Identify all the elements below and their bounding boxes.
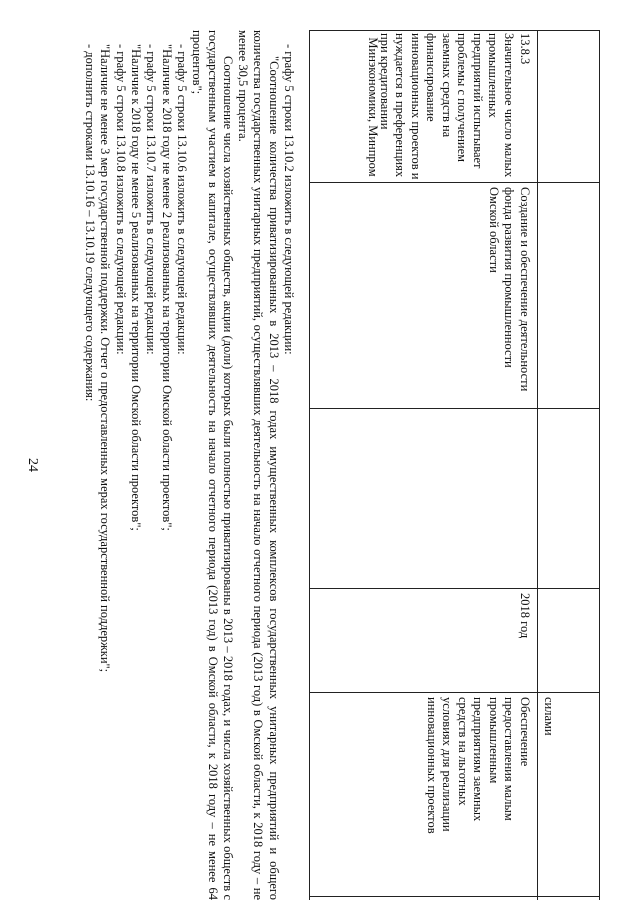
paragraph: - графу 5 строки 13.10.6 изложить в следующей редакции: bbox=[174, 44, 189, 355]
table-border-header bbox=[537, 30, 538, 900]
paragraph: - графу 5 строки 13.10.2 изложить в следующей редакции: bbox=[282, 44, 296, 355]
table-header-cell: силами bbox=[542, 697, 556, 736]
table-border-left bbox=[310, 30, 600, 31]
paragraph: "Соотношение количества приватизированных в 2013 – 2018 годах имущественных комплексов государственных унитарных предприятий и общего количества государственных унитарных предприятий, осуществлявших деятельность на начало отчетного периода (2013 год) в Омской области, к 2018 году – не менее 30,5 процента. bbox=[236, 30, 281, 900]
year-cell: 2018 год bbox=[518, 593, 532, 639]
paragraph: "Наличие не менее 3 мер государственной поддержки. Отчет о предоставленных мерах государственной поддержки"; bbox=[98, 44, 113, 673]
table-col-divider bbox=[310, 408, 600, 409]
measures-table bbox=[310, 30, 600, 900]
paragraph: - графу 5 строки 13.10.7 изложить в следующей редакции: bbox=[144, 44, 159, 355]
rotated-page-content bbox=[0, 30, 600, 900]
table-col-divider bbox=[310, 896, 600, 897]
paragraph: Соотношение числа хозяйственных обществ, акции (доли) которых были полностью приватизированы в 2013 – 2018 годах, и числа хозяйственных обществ с государственным участием в капитале, осуществлявших деятельность на начало отчетного периода (2013 год) в Омской области, к 2018 году – не менее 64 процентов"; bbox=[190, 30, 235, 900]
paragraph: - графу 5 строки 13.10.8 изложить в следующей редакции: bbox=[113, 44, 128, 355]
table-border-top bbox=[599, 30, 600, 900]
table-col-divider bbox=[310, 182, 600, 183]
paragraph: "Наличие к 2018 году не менее 2 реализованных на территории Омской области проектов"; bbox=[159, 44, 174, 531]
result-cell: Обеспечение предоставления малым промышленным предприятиям заемных средств на льготных условиях для реализации инновационных проектов bbox=[425, 697, 532, 834]
row-number: 13.8.3 bbox=[518, 33, 532, 65]
table-col-divider bbox=[310, 588, 600, 589]
executor-cell: Минэкономики, Минпром bbox=[366, 37, 380, 177]
amendments-text bbox=[82, 30, 296, 900]
table-border-bottom bbox=[309, 30, 310, 900]
paragraph: "Наличие к 2018 году не менее 5 реализованных на территории Омской области проектов"; bbox=[129, 44, 144, 531]
page-number: 24 bbox=[25, 458, 40, 472]
measure-cell: Создание и обеспечение деятельности фонда развития промышленности Омской области bbox=[487, 187, 532, 392]
problem-cell: Значительное число малых промышленных предприятий испытывает проблемы с получением заемных средств на финансирование инновационных проектов и нуждается в преференциях при кредитовании bbox=[378, 33, 516, 180]
paragraph: - дополнить строками 13.10.16 – 13.10.19 следующего содержания: bbox=[83, 44, 98, 402]
table-col-divider bbox=[310, 692, 600, 693]
